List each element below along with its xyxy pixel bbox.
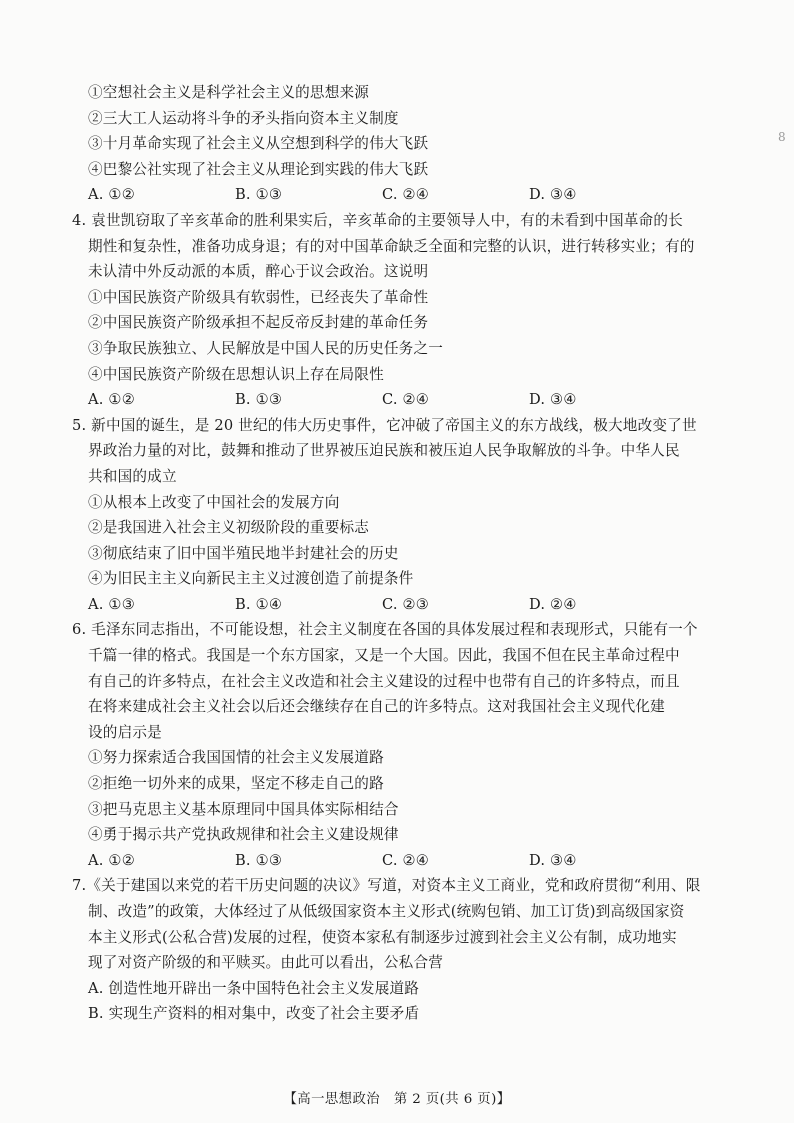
q4-option-a: A. ①②	[88, 391, 135, 409]
q6-statement-4: ④勇于揭示共产党执政规律和社会主义建设规律	[88, 826, 399, 844]
q6-options	[72, 848, 724, 874]
q5-statement-1: ①从根本上改变了中国社会的发展方向	[88, 493, 340, 511]
question-content	[72, 80, 724, 1027]
q6-statement-1: ①努力探索适合我国国情的社会主义发展道路	[88, 749, 384, 767]
q6-stem-line-3: 有自己的许多特点，在社会主义改造和社会主义建设的过程中也带有自己的许多特点，而且	[88, 672, 680, 690]
q5-statement-4: ④为旧民主主义向新民主主义过渡创造了前提条件	[88, 570, 414, 588]
q3-option-a: A. ①②	[88, 186, 135, 204]
q5-option-a: A. ①③	[88, 595, 135, 613]
q7-option-b: B. 实现生产资料的相对集中，改变了社会主要矛盾	[88, 1005, 420, 1023]
q3-statement-3: ③十月革命实现了社会主义从空想到科学的伟大飞跃	[88, 135, 429, 153]
q7-stem-line-3: 本主义形式(公私合营)发展的过程，使资本家私有制逐步过渡到社会主义公有制，成功地实	[88, 928, 677, 946]
q5-options	[72, 592, 724, 618]
q4-option-d: D. ③④	[529, 391, 577, 409]
q4-option-b: B. ①③	[235, 391, 283, 409]
q5-statement-2: ②是我国进入社会主义初级阶段的重要标志	[88, 519, 370, 537]
q5-stem-line-2: 界政治力量的对比，鼓舞和推动了世界被压迫民族和被压迫人民争取解放的斗争。中华人民	[88, 442, 680, 460]
q4-options	[72, 387, 724, 413]
q4-stem-line-1: 4. 袁世凯窃取了辛亥革命的胜利果实后，辛亥革命的主要领导人中，有的未看到中国革命的长	[72, 211, 683, 229]
page-footer: 【高一思想政治 第 2 页(共 6 页)】	[283, 1092, 511, 1107]
q6-option-a: A. ①②	[88, 851, 135, 869]
q5-stem-line-1: 5. 新中国的诞生，是 20 世纪的伟大历史事件，它冲破了帝国主义的东方战线，极大地改变了世	[72, 416, 697, 434]
q6-statement-2: ②拒绝一切外来的成果，坚定不移走自己的路	[88, 775, 384, 793]
q4-statement-4: ④中国民族资产阶级在思想认识上存在局限性	[88, 365, 384, 383]
q4-statement-2: ②中国民族资产阶级承担不起反帝反封建的革命任务	[88, 314, 429, 332]
q7-stem-line-1: 7.《关于建国以来党的若干历史问题的决议》写道，对资本主义工商业，党和政府贯彻“利用、限	[72, 877, 701, 895]
q3-statement-2: ②三大工人运动将斗争的矛头指向资本主义制度	[88, 109, 399, 127]
q3-option-d: D. ③④	[529, 186, 577, 204]
q4-stem-line-2: 期性和复杂性，准备功成身退；有的对中国革命缺乏全面和完整的认识，进行转移实业；有的	[88, 237, 695, 255]
margin-mark: 8	[778, 130, 786, 144]
q3-statement-1: ①空想社会主义是科学社会主义的思想来源	[88, 84, 370, 101]
q5-option-d: D. ②④	[529, 595, 577, 613]
q6-stem-line-5: 设的启示是	[88, 723, 162, 741]
q6-stem-line-4: 在将来建成社会主义社会以后还会继续存在自己的许多特点。这对我国社会主义现代化建	[88, 698, 665, 716]
q7-stem-line-2: 制、改造”的政策，大体经过了从低级国家资本主义形式(统购包销、加工订货)到高级国家资	[88, 903, 685, 920]
q3-option-b: B. ①③	[235, 186, 283, 204]
q4-statement-3: ③争取民族独立、人民解放是中国人民的历史任务之一	[88, 339, 444, 357]
q7-option-a: A. 创造性地开辟出一条中国特色社会主义发展道路	[88, 979, 420, 997]
q5-option-b: B. ①④	[235, 595, 283, 613]
q3-options	[72, 182, 724, 208]
q4-option-c: C. ②④	[382, 391, 430, 409]
q6-option-d: D. ③④	[529, 851, 577, 869]
q5-statement-3: ③彻底结束了旧中国半殖民地半封建社会的历史	[88, 544, 399, 562]
q6-stem-line-2: 千篇一律的格式。我国是一个东方国家，又是一个大国。因此，我国不但在民主革命过程中	[88, 647, 680, 665]
q4-stem-line-3: 未认清中外反动派的本质，醉心于议会政治。这说明	[88, 263, 429, 281]
q3-option-c: C. ②④	[382, 186, 430, 204]
q3-statement-4: ④巴黎公社实现了社会主义从理论到实践的伟大飞跃	[88, 160, 429, 178]
q6-statement-3: ③把马克思主义基本原理同中国具体实际相结合	[88, 800, 399, 818]
q7-stem-line-4: 现了对资产阶级的和平赎买。由此可以看出，公私合营	[88, 954, 444, 972]
q5-stem-line-3: 共和国的成立	[88, 467, 177, 485]
q6-option-c: C. ②④	[382, 851, 430, 869]
q6-option-b: B. ①③	[235, 851, 283, 869]
q5-option-c: C. ②③	[382, 595, 430, 613]
q4-statement-1: ①中国民族资产阶级具有软弱性，已经丧失了革命性	[88, 288, 429, 306]
q6-stem-line-1: 6. 毛泽东同志指出，不可能设想，社会主义制度在各国的具体发展过程和表现形式，只能有一个	[72, 621, 698, 639]
